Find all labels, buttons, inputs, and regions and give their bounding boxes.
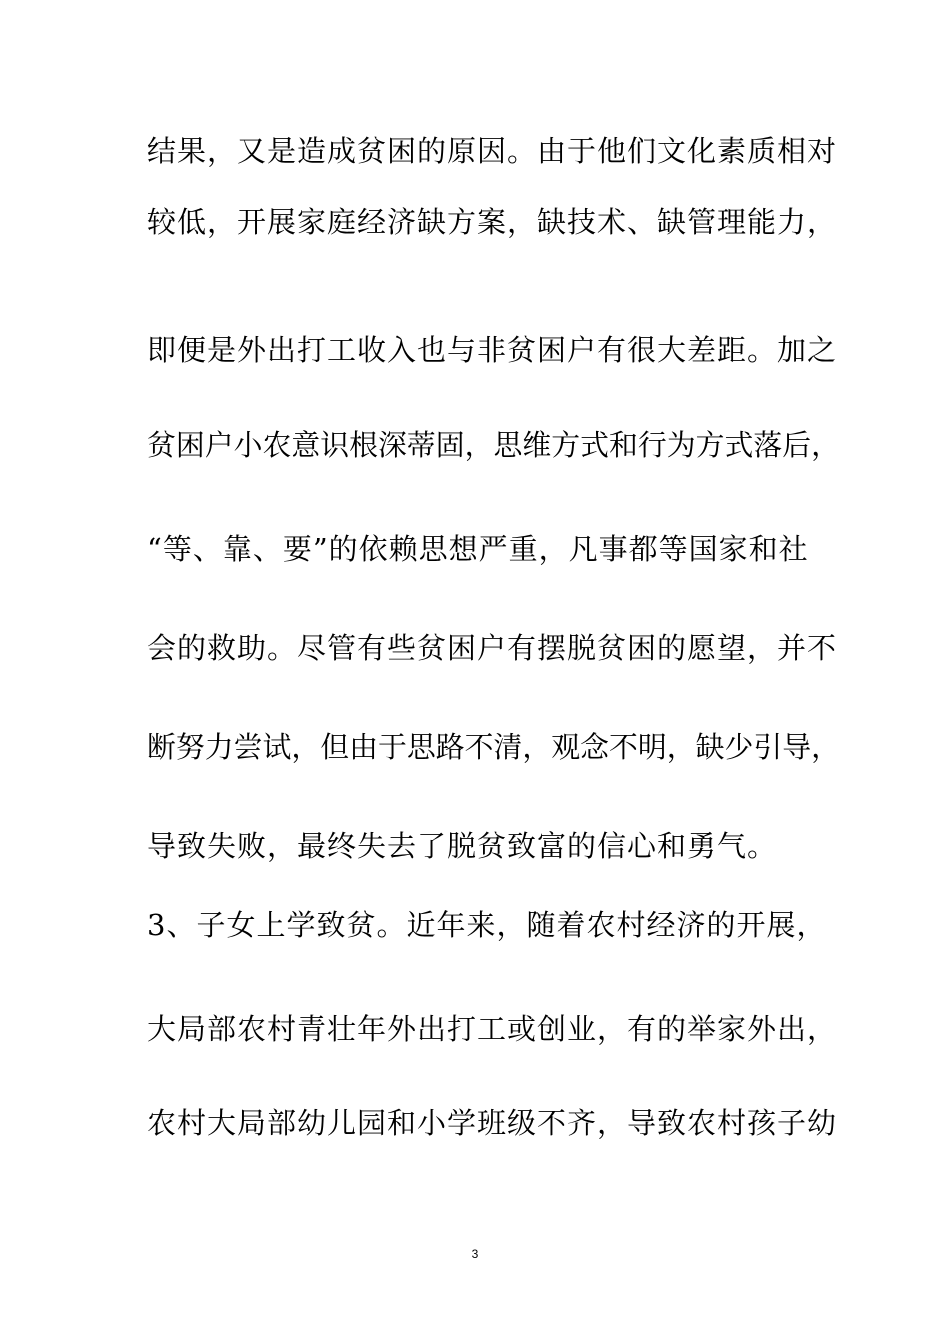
page-number: 3 bbox=[471, 1247, 479, 1261]
text-line-11: 农村大局部幼儿园和小学班级不齐，导致农村孩子幼 bbox=[147, 1106, 838, 1140]
text-line-10: 大局部农村青壮年外出打工或创业，有的举家外出， bbox=[147, 1012, 838, 1046]
text-line-3: 即便是外出打工收入也与非贫困户有很大差距。加之 bbox=[147, 333, 838, 367]
text-line-6: 会的救助。尽管有些贫困户有摆脱贫困的愿望，并不 bbox=[147, 631, 838, 665]
text-line-4: 贫困户小农意识根深蒂固，思维方式和行为方式落后， bbox=[147, 428, 841, 462]
text-line-7: 断努力尝试，但由于思路不清，观念不明，缺少引导， bbox=[147, 730, 841, 764]
text-line-2: 较低，开展家庭经济缺方案，缺技术、缺管理能力， bbox=[147, 205, 838, 239]
text-line-8: 导致失败，最终失去了脱贫致富的信心和勇气。 bbox=[147, 829, 778, 863]
text-line-5: “等、靠、要”的依赖思想严重，凡事都等国家和社 bbox=[147, 532, 809, 566]
text-line-1: 结果，又是造成贫困的原因。由于他们文化素质相对 bbox=[147, 134, 838, 168]
text-line-9: 3、子女上学致贫。近年来，随着农村经济的开展， bbox=[147, 908, 827, 942]
